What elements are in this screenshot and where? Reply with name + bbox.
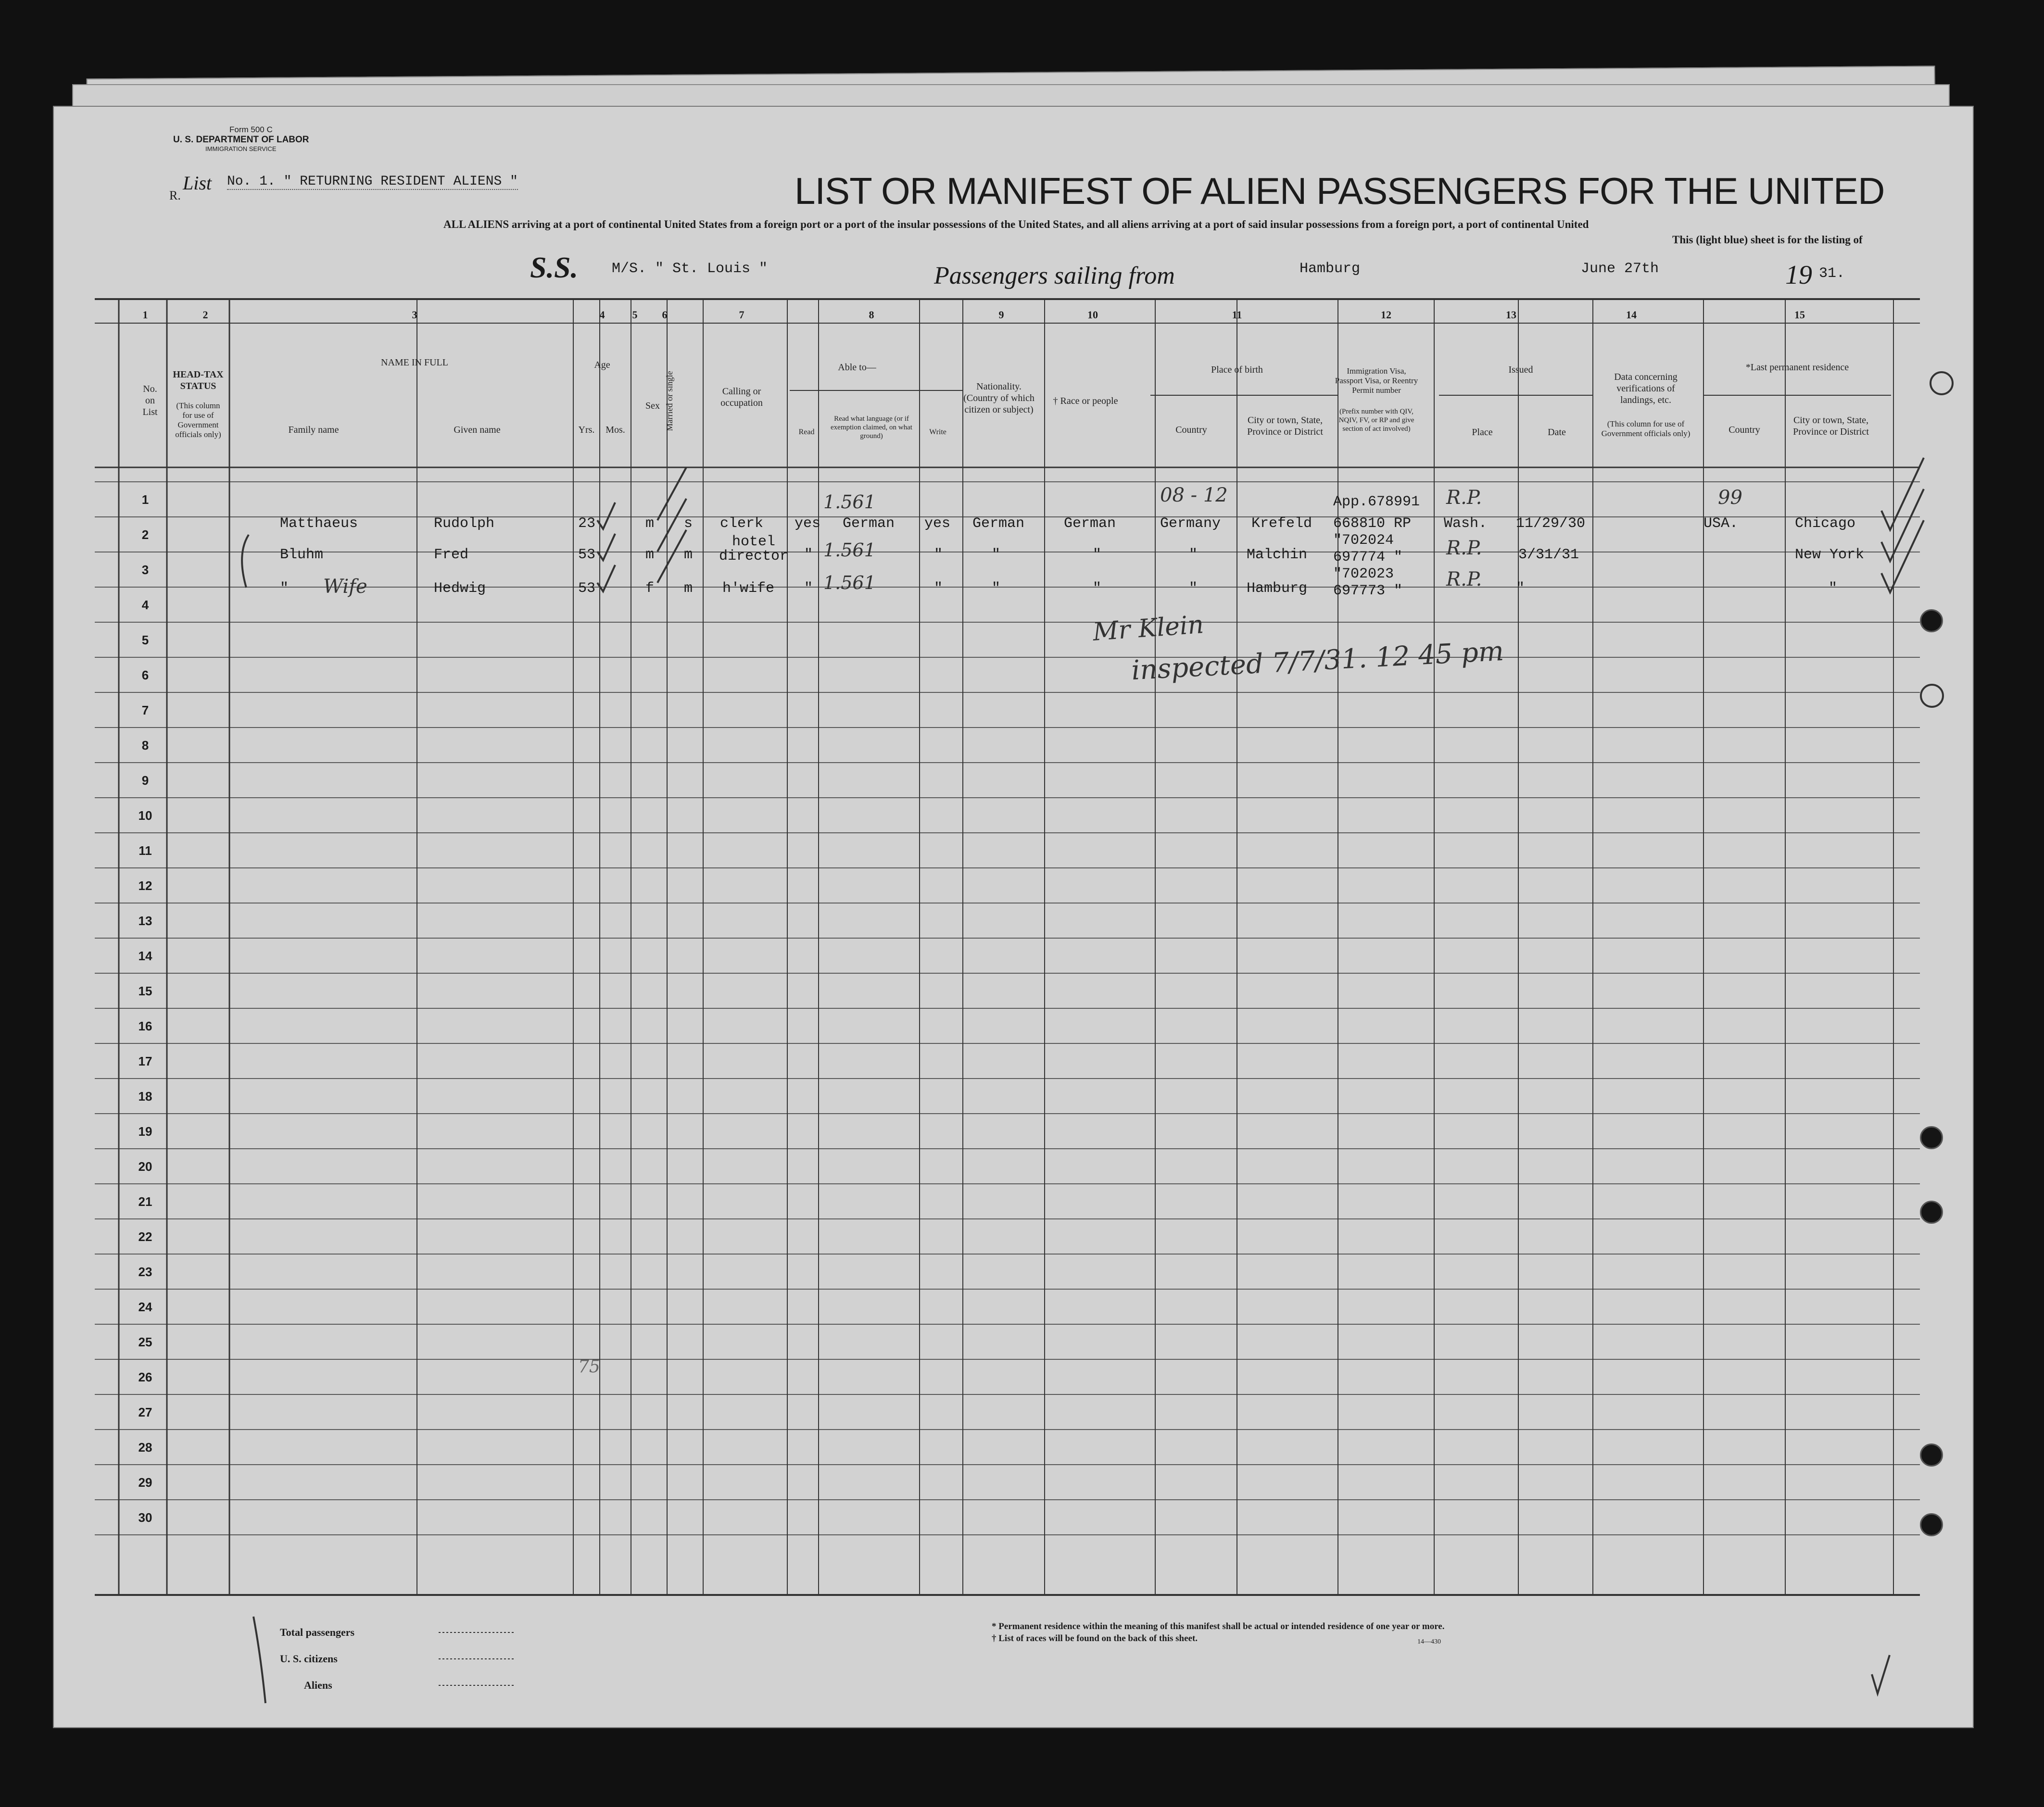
check-mark-icon xyxy=(1872,1655,1890,1694)
column-number: 8 xyxy=(869,309,874,321)
header-yrs: Yrs. xyxy=(578,425,595,435)
list-value: No. 1. " RETURNING RESIDENT ALIENS " xyxy=(227,174,518,189)
row-number: 2 xyxy=(141,527,149,542)
row-number: 1 xyxy=(141,492,149,507)
row-number: 27 xyxy=(138,1405,152,1419)
column-number: 1 xyxy=(142,309,148,321)
family-name: Matthaeus xyxy=(280,515,358,532)
column-number: 12 xyxy=(1381,309,1391,321)
birth-country: " xyxy=(1189,547,1198,563)
manifest-subtitle-2: This (light blue) sheet is for the listing of xyxy=(1672,234,1863,246)
header-read-language: Read what language (or if exemption claimed, on what ground) xyxy=(831,415,912,440)
sailing-date: June 27th xyxy=(1581,261,1659,277)
column-number: 14 xyxy=(1626,309,1637,321)
nationality: German xyxy=(972,515,1025,532)
birth-country: " xyxy=(1189,580,1198,597)
check-mark-icon xyxy=(657,530,686,583)
bracket-mark xyxy=(242,535,249,588)
column-number: 2 xyxy=(202,309,208,321)
can-write: " xyxy=(934,580,943,597)
punch-hole xyxy=(1920,609,1943,632)
read-language: German xyxy=(843,515,895,532)
ship-name: M/S. " St. Louis " xyxy=(612,261,768,277)
header-read: Read xyxy=(798,428,815,436)
column-number: 3 xyxy=(412,309,417,321)
row-number: 5 xyxy=(141,633,149,647)
header-immigration-visa-note: (Prefix number with QIV, NQIV, FV, or RP and give section of act involved) xyxy=(1338,408,1414,433)
check-mark-icon xyxy=(657,467,686,520)
handwritten-residence-code: 99 xyxy=(1718,487,1742,509)
occupation: hotel director xyxy=(719,534,789,565)
header-nationality: Nationality. (Country of which citizen or subject) xyxy=(963,381,1035,415)
header-age: Age xyxy=(594,360,610,370)
table-grid xyxy=(54,107,1973,1727)
punch-hole xyxy=(1930,371,1954,395)
issued-date: " xyxy=(1516,580,1525,597)
handwritten-wife-note: Wife xyxy=(323,576,367,598)
family-name: " xyxy=(280,580,289,597)
header-sex: Sex xyxy=(645,401,660,411)
row-number: 8 xyxy=(141,738,149,753)
department-name: U. S. DEPARTMENT OF LABOR xyxy=(173,135,309,145)
row-number: 13 xyxy=(138,914,152,928)
inspector-signature: Mr Klein xyxy=(1092,610,1205,647)
marital-status: m xyxy=(684,580,693,597)
header-birth-country: Country xyxy=(1175,425,1207,435)
column-number: 5 xyxy=(632,309,638,321)
handwritten-rp-mark: R.P. xyxy=(1446,487,1482,509)
residence-country: USA. xyxy=(1703,515,1739,532)
given-name: Rudolph xyxy=(434,515,495,532)
header-issued-place: Place xyxy=(1472,427,1493,438)
row-number: 23 xyxy=(138,1265,152,1279)
visa-number-above: App.678991 xyxy=(1333,494,1420,510)
header-immigration-visa: Immigration Visa, Passport Visa, or Reentry Permit number xyxy=(1335,366,1418,395)
marital-status: s xyxy=(684,515,693,532)
row-number: 20 xyxy=(138,1159,152,1174)
header-verifications-note: (This column for use of Government officials only) xyxy=(1601,419,1691,438)
punch-hole xyxy=(1920,1201,1943,1224)
age-years: 53 xyxy=(578,580,596,597)
punch-hole xyxy=(1920,684,1944,708)
punch-hole xyxy=(1920,1443,1943,1467)
footer-note-residence: * Permanent residence within the meaning of this manifest shall be actual or intended residence of one year or more. xyxy=(992,1621,1445,1631)
row-number: 3 xyxy=(141,563,149,577)
column-number: 9 xyxy=(998,309,1004,321)
year-prefix: 19 xyxy=(1785,260,1812,290)
row-number: 4 xyxy=(141,598,149,612)
handwritten-language-code: 1.561 xyxy=(823,572,876,593)
sex: m xyxy=(645,515,655,532)
margin-mark xyxy=(253,1617,265,1703)
can-read: yes xyxy=(795,515,821,532)
sex: f xyxy=(645,580,655,597)
service-name: IMMIGRATION SERVICE xyxy=(205,145,277,152)
handwritten-language-code: 1.561 xyxy=(823,540,876,561)
row-number: 11 xyxy=(139,843,152,858)
row-number: 12 xyxy=(138,878,152,893)
punch-hole xyxy=(1920,1513,1943,1536)
header-res-country: Country xyxy=(1729,425,1760,435)
row-number: 26 xyxy=(138,1370,152,1384)
header-married-single: Married or single xyxy=(665,371,674,431)
row-number: 16 xyxy=(138,1019,152,1033)
visa-number: 697774 " xyxy=(1333,549,1403,565)
list-prefix: R. xyxy=(169,188,181,202)
header-family-name: Family name xyxy=(288,425,339,435)
issued-date: 3/31/31 xyxy=(1518,547,1579,563)
birth-city: Krefeld xyxy=(1251,515,1312,532)
ss-label: S.S. xyxy=(530,251,578,284)
manifest-sheet xyxy=(53,106,1974,1728)
can-write: yes xyxy=(924,515,951,532)
race: " xyxy=(1093,580,1102,597)
handwritten-language-code: 1.561 xyxy=(823,491,876,513)
sailing-label: Passengers sailing from xyxy=(934,262,1175,289)
can-write: " xyxy=(934,547,943,563)
birth-city: Malchin xyxy=(1247,547,1308,563)
residence-city: Chicago xyxy=(1795,515,1856,532)
footer-form-code: 14—430 xyxy=(1417,1638,1441,1645)
check-mark-icon xyxy=(1881,458,1924,530)
header-name-in-full: NAME IN FULL xyxy=(381,357,448,368)
row-number: 17 xyxy=(138,1054,152,1068)
row-number: 25 xyxy=(138,1335,152,1349)
issued-date: 11/29/30 xyxy=(1516,515,1586,532)
occupation: clerk xyxy=(720,515,764,532)
nationality: " xyxy=(992,547,1001,563)
year-suffix: 31. xyxy=(1819,265,1845,282)
margin-number: 75 xyxy=(578,1357,600,1377)
row-number: 6 xyxy=(141,668,149,682)
header-race: † Race or people xyxy=(1053,396,1118,406)
header-birth-city: City or town, State, Province or District xyxy=(1247,415,1323,437)
row-number: 7 xyxy=(141,703,149,717)
header-head-tax: HEAD-TAX STATUS xyxy=(173,369,224,391)
age-years: 23 xyxy=(578,515,596,532)
row-number: 29 xyxy=(138,1475,152,1490)
punch-hole xyxy=(1920,1126,1943,1149)
age-years: 53 xyxy=(578,547,596,563)
column-number: 10 xyxy=(1087,309,1098,321)
column-number: 4 xyxy=(599,309,605,321)
row-number: 9 xyxy=(141,773,149,788)
column-number: 13 xyxy=(1506,309,1516,321)
birth-country: Germany xyxy=(1160,515,1221,532)
marital-status: m xyxy=(684,547,693,563)
footer-total-passengers: Total passengers xyxy=(280,1626,355,1638)
given-name: Fred xyxy=(434,547,469,563)
row-number: 28 xyxy=(138,1440,152,1455)
header-issued-date: Date xyxy=(1548,427,1566,438)
row-number: 18 xyxy=(138,1089,152,1104)
header-place-of-birth: Place of birth xyxy=(1211,364,1263,375)
visa-number-above: "702023 xyxy=(1333,566,1394,582)
handwritten-rp-mark: R.P. xyxy=(1446,537,1482,559)
row-number: 19 xyxy=(138,1124,152,1139)
column-number: 11 xyxy=(1232,309,1242,321)
row-number: 24 xyxy=(138,1300,152,1314)
header-head-tax-note: (This column for use of Government officials only) xyxy=(175,401,221,439)
can-read: " xyxy=(804,580,813,597)
row-number: 21 xyxy=(138,1194,152,1209)
header-calling: Calling or occupation xyxy=(720,386,763,408)
occupation: h'wife xyxy=(722,580,775,597)
sailing-port: Hamburg xyxy=(1300,261,1361,277)
check-mark-icon xyxy=(657,499,686,552)
footer-aliens: Aliens xyxy=(304,1679,332,1691)
header-verifications: Data concerning verifications of landings, etc. xyxy=(1614,372,1678,405)
residence-city: " xyxy=(1829,580,1838,597)
visa-number: 668810 RP xyxy=(1333,515,1412,532)
inspection-note: inspected 7/7/31. 12 45 pm xyxy=(1130,635,1505,687)
handwritten-rp-mark: R.P. xyxy=(1446,568,1482,590)
can-read: " xyxy=(804,547,813,563)
visa-number: 697773 " xyxy=(1333,583,1403,599)
form-number: Form 500 C xyxy=(229,125,273,134)
manifest-subtitle: ALL ALIENS arriving at a port of continental United States from a foreign port or a port of the insular possessions of the United States, and all aliens arriving at a port of said insular possessions from a foreign port, a port of continental United xyxy=(443,218,1589,230)
header-given-name: Given name xyxy=(454,425,501,435)
nationality: " xyxy=(992,580,1001,597)
header-mos: Mos. xyxy=(606,425,625,435)
row-number: 10 xyxy=(138,808,152,823)
handwritten-birth-code: 08 - 12 xyxy=(1160,484,1228,506)
issued-place: Wash. xyxy=(1444,515,1488,532)
visa-number-above: "702024 xyxy=(1333,532,1394,549)
manifest-title: LIST OR MANIFEST OF ALIEN PASSENGERS FOR THE UNITED xyxy=(795,170,1885,212)
column-number: 7 xyxy=(739,309,744,321)
column-number: 15 xyxy=(1794,309,1805,321)
column-number: 6 xyxy=(662,309,668,321)
row-number: 30 xyxy=(138,1510,152,1525)
header-no-on-list: No. on List xyxy=(142,384,158,417)
header-issued: Issued xyxy=(1508,364,1533,375)
family-name: Bluhm xyxy=(280,547,324,563)
race: German xyxy=(1064,515,1116,532)
given-name: Hedwig xyxy=(434,580,486,597)
residence-city: New York xyxy=(1795,547,1865,563)
header-res-city: City or town, State, Province or District xyxy=(1793,415,1869,437)
header-able-to: Able to— xyxy=(838,362,876,373)
race: " xyxy=(1093,547,1102,563)
list-label: List xyxy=(183,172,212,194)
birth-city: Hamburg xyxy=(1247,580,1308,597)
header-write: Write xyxy=(929,428,946,436)
header-last-residence: *Last permanent residence xyxy=(1745,362,1849,373)
footer-us-citizens: U. S. citizens xyxy=(280,1653,338,1665)
row-number: 22 xyxy=(138,1230,152,1244)
sex: m xyxy=(645,547,655,563)
row-number: 15 xyxy=(138,984,152,998)
row-number: 14 xyxy=(138,949,152,963)
footer-note-races: † List of races will be found on the back of this sheet. xyxy=(992,1633,1198,1644)
